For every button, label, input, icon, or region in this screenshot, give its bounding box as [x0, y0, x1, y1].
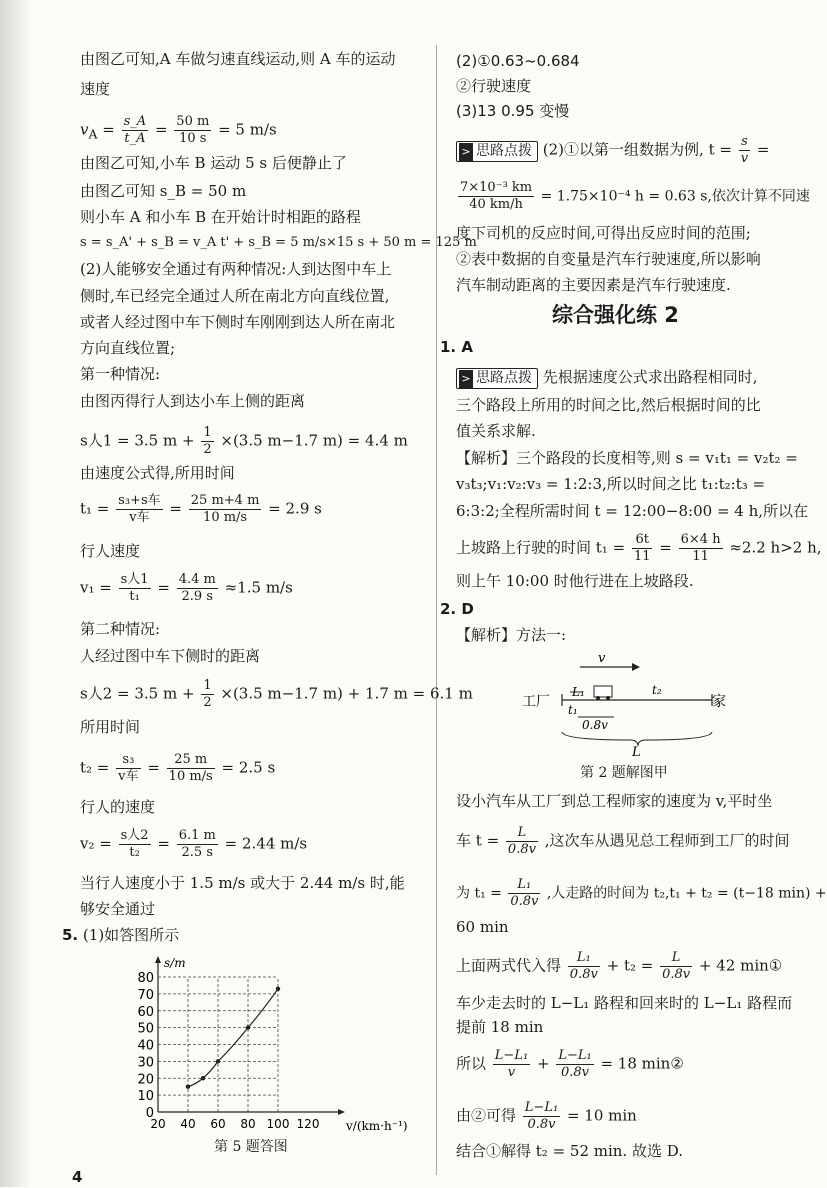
- text-line: 所用时间: [80, 718, 141, 736]
- figure-caption: 第 2 题解图甲: [580, 765, 668, 781]
- fraction: [119, 572, 151, 605]
- text-line: 60 min: [456, 918, 509, 936]
- formula-part: = 2.9 s: [268, 499, 322, 518]
- denominator: 0.8v: [560, 1065, 590, 1080]
- numerator: 25 m: [167, 752, 215, 769]
- fraction: [508, 877, 540, 910]
- text-line: 第一种情况:: [80, 365, 161, 383]
- wheel-icon: [606, 696, 610, 700]
- denominator: 10 m/s: [203, 510, 248, 525]
- numerator: s₃+s车: [118, 493, 161, 508]
- fraction: [493, 1048, 530, 1081]
- data-point: [216, 1059, 220, 1063]
- formula-line: [456, 1100, 637, 1133]
- fraction: [167, 752, 215, 785]
- formula-line: [80, 678, 473, 711]
- car-icon: [594, 686, 612, 697]
- formula-line: [456, 950, 782, 983]
- formula-part: +: [536, 1054, 550, 1073]
- formula-part: = 10 min: [566, 1106, 637, 1125]
- formula-part: = 1.75×10⁻⁴ h = 0.63 s,依次计算不同速: [540, 188, 810, 205]
- fraction: [116, 752, 140, 785]
- chart-figure-5: [110, 950, 408, 1133]
- fraction: [568, 950, 600, 983]
- text-line: v₃t₃;v₁:v₂:v₃ = 1:2:3,所以时间之比 t₁:t₂:t₃ =: [456, 475, 766, 493]
- brace-L: [562, 732, 712, 746]
- formula-line: [80, 752, 275, 785]
- formula-part: ,人走路的时间为 t₂,t₁ + t₂ = (t−18 min) +: [546, 885, 827, 902]
- text-line: 【解析】方法一:: [456, 626, 567, 644]
- text-line: 行人的速度: [80, 798, 156, 816]
- hint-tag-label: 思路点拨: [476, 142, 532, 159]
- denominator: v: [507, 1065, 516, 1080]
- y-tick-label: 40: [137, 1038, 154, 1054]
- text-line: (2)人能够安全通过有两种情况:人到达图中车上: [80, 260, 392, 278]
- fraction: [458, 180, 534, 213]
- formula-line: [456, 180, 810, 213]
- denominator: t₁: [129, 589, 140, 604]
- fraction: [523, 1100, 560, 1133]
- text-line: 第二种情况:: [80, 620, 161, 638]
- formula-line: [456, 825, 790, 858]
- numerator: 4.4 m: [178, 572, 216, 587]
- hint-tag: [456, 368, 538, 389]
- hint-line: [456, 366, 758, 389]
- formula-part: =: [157, 834, 170, 853]
- denominator: t_A: [124, 131, 146, 146]
- text-line: 设小汽车从工厂到总工程师家的速度为 v,平时坐: [456, 792, 773, 810]
- x-axis-label: v/(km·h⁻¹): [346, 1119, 408, 1133]
- denominator: v: [740, 151, 749, 166]
- formula-part: + t₂ =: [606, 956, 654, 975]
- text-line: 车少走去时的 L−L₁ 路程和回来时的 L−L₁ 路程而: [456, 994, 793, 1012]
- x-tick-label: 20: [150, 1117, 166, 1131]
- denominator: 11: [692, 549, 709, 564]
- formula-part: = 18 min②: [600, 1054, 684, 1073]
- numerator: 7×10⁻³ km: [460, 180, 533, 195]
- label-l1: L₁: [572, 685, 585, 699]
- text-line: 侧时,车已经完全通过人所在南北方向直线位置,: [80, 287, 390, 305]
- text-line: 方向直线位置;: [80, 339, 176, 357]
- label-t2: t₂: [652, 683, 662, 697]
- chevron-right-icon: >: [459, 143, 473, 161]
- fraction: [177, 572, 218, 605]
- formula-line: [456, 1048, 684, 1081]
- fraction: [189, 493, 262, 526]
- text-line: 结合①解得 t₂ = 52 min. 故选 D.: [456, 1142, 684, 1160]
- fraction: [201, 678, 213, 711]
- answer-line: (3)13 0.95 变慢: [456, 102, 570, 120]
- formula-part: =: [157, 578, 170, 597]
- denominator: 2.5 s: [181, 845, 214, 860]
- numerator: L₁: [568, 950, 600, 967]
- fraction: [116, 493, 162, 526]
- numerator: L: [506, 825, 538, 842]
- numerator: 50 m: [176, 114, 210, 129]
- fraction: [506, 825, 538, 858]
- numerator: 1: [203, 425, 212, 440]
- answer-line: ②行驶速度: [456, 77, 532, 95]
- x-tick-label: 120: [296, 1117, 320, 1131]
- wheel-icon: [596, 696, 600, 700]
- hint-tag-label: 思路点拨: [476, 370, 532, 386]
- text-line: 6:3:2;全程所需时间 t = 12:00−8:00 = 4 h,所以在: [456, 502, 809, 520]
- text-line: 【解析】三个路段的长度相等,则 s = v₁t₁ = v₂t₂ =: [456, 449, 798, 467]
- text-line: 由图丙得行人到达小车上侧的距离: [80, 392, 306, 410]
- label-home: 家: [712, 694, 726, 710]
- hint-tag: [456, 141, 538, 162]
- y-tick-label: 10: [137, 1089, 154, 1105]
- y-tick-label: 30: [137, 1055, 154, 1071]
- label-factory: 工厂: [522, 694, 550, 710]
- formula-part: t₁ =: [80, 499, 110, 518]
- formula-part: (2)①以第一组数据为例, t =: [542, 140, 732, 159]
- denominator: 0.8v: [510, 894, 539, 909]
- denominator: 0.8v: [662, 967, 691, 982]
- formula-part: + 42 min①: [698, 956, 783, 975]
- formula-line: [80, 572, 293, 605]
- denominator: 11: [633, 549, 651, 564]
- fraction: [739, 134, 750, 167]
- fraction: [122, 114, 149, 147]
- numerator: L₁: [508, 877, 540, 894]
- column-divider: [436, 45, 437, 1175]
- formula-part: ≈2.2 h>2 h,: [729, 538, 822, 557]
- formula-part: =: [169, 499, 182, 518]
- y-tick-label: 0: [145, 1106, 154, 1121]
- formula-part: 所以: [456, 1054, 487, 1073]
- text-line: 由图乙可知,A 车做匀速直线运动,则 A 车的运动: [80, 50, 396, 68]
- numerator: s_A: [123, 114, 147, 129]
- formula-part: 上面两式代入得: [456, 956, 562, 975]
- label-t1: t₁: [568, 703, 578, 717]
- formula-part: = 5 m/s: [218, 120, 277, 139]
- text-line: 则小车 A 和小车 B 在开始计时相距的路程: [80, 208, 361, 226]
- fraction: [679, 532, 723, 565]
- x-axis-arrow: [338, 1109, 345, 1115]
- denominator: 2: [203, 442, 212, 457]
- formula-part: = 2.44 m/s: [224, 834, 308, 853]
- data-point: [276, 987, 280, 991]
- answer-line: 1. A: [440, 338, 473, 356]
- data-point: [201, 1076, 205, 1080]
- formula-part: =: [659, 538, 672, 557]
- formula-part: ,这次车从遇见总工程师到工厂的时间: [544, 831, 790, 850]
- figure-caption: 第 5 题答图: [214, 1139, 288, 1155]
- x-tick-label: 40: [180, 1117, 196, 1131]
- numerator: 1: [203, 678, 212, 693]
- answer-line: 2. D: [440, 600, 474, 618]
- hint-line: [456, 134, 769, 167]
- y-axis-arrow: [155, 956, 161, 963]
- x-tick-label: 80: [240, 1117, 256, 1131]
- data-point: [186, 1084, 190, 1088]
- numerator: s人2: [120, 828, 149, 843]
- formula-part: t₂ =: [80, 758, 110, 777]
- fraction: [119, 828, 151, 861]
- numerator: 6.1 m: [178, 828, 216, 843]
- x-tick-label: 100: [266, 1117, 290, 1131]
- fraction: [556, 1048, 593, 1081]
- text-line: 值关系求解.: [456, 422, 536, 440]
- text-line: 三个路段上所用的时间之比,然后根据时间的比: [456, 396, 761, 414]
- text-line: 或者人经过图中车下侧时车刚刚到达人所在南北: [80, 313, 396, 331]
- y-tick-label: 80: [137, 971, 154, 986]
- fraction: [177, 828, 218, 861]
- denominator: t₂: [129, 845, 140, 860]
- numerator: 25 m+4 m: [190, 493, 260, 508]
- formula-part: 由②可得: [456, 1106, 517, 1125]
- denominator: 2: [203, 695, 212, 710]
- formula-line: [80, 828, 307, 861]
- formula-part: v₂ =: [80, 834, 112, 853]
- y-tick-label: 70: [137, 987, 154, 1003]
- chevron-right-icon: >: [459, 370, 473, 388]
- fraction: [174, 114, 211, 147]
- text-line: 由图乙可知 s_B = 50 m: [80, 182, 247, 200]
- numerator: L−L₁: [558, 1048, 592, 1063]
- x-tick-label: 60: [210, 1117, 226, 1131]
- formula-line: [80, 425, 408, 458]
- text-line: 人经过图中车下侧时的距离: [80, 647, 261, 665]
- label-0.8v: 0.8v: [582, 718, 608, 732]
- label-L: L: [632, 745, 641, 760]
- arrow-head: [632, 663, 640, 671]
- denominator: 40 km/h: [469, 197, 523, 212]
- series-line: [188, 989, 278, 1087]
- label-v: v: [598, 651, 606, 666]
- text-line: 提前 18 min: [456, 1018, 544, 1036]
- formula-part: A: [88, 126, 98, 142]
- denominator: v车: [129, 510, 150, 525]
- formula-part: =: [97, 120, 120, 139]
- denominator: 0.8v: [569, 967, 598, 982]
- formula-part: =: [147, 758, 160, 777]
- numerator: 6×4 h: [680, 532, 721, 547]
- question-5: [62, 924, 179, 946]
- formula-part: v: [80, 120, 89, 139]
- text-line: 则上午 10:00 时他行进在上坡路段.: [456, 572, 694, 590]
- denominator: 0.8v: [527, 1117, 556, 1132]
- text-line: 行人速度: [80, 542, 141, 560]
- denominator: 2.9 s: [181, 589, 214, 604]
- formula-line: [80, 493, 322, 526]
- fraction: [632, 532, 653, 565]
- page-edge-shadow: [0, 0, 32, 1187]
- formula-line: [456, 877, 827, 910]
- formula-line: $v_A$ = $\frac{s\_A}{t\_A}$ = $\frac{50 m}{10 s}$ = 5 m/s: [80, 114, 277, 146]
- denominator: 0.8v: [507, 842, 536, 857]
- page-number: 4: [72, 1168, 83, 1186]
- data-point: [246, 1025, 250, 1029]
- question-text: (1)如答图所示: [82, 926, 180, 944]
- formula-line: [456, 532, 822, 565]
- y-axis-label: s/m: [164, 956, 186, 970]
- numerator: s₃: [116, 752, 140, 769]
- y-tick-label: 20: [137, 1072, 154, 1088]
- formula-part: v₁ =: [80, 578, 112, 597]
- numerator: L: [660, 950, 692, 967]
- denominator: 10 m/s: [168, 769, 213, 784]
- formula-part: 车 t =: [456, 831, 500, 850]
- text-line: 够安全通过: [80, 900, 156, 918]
- fraction: [201, 425, 213, 458]
- text-line: 汽车制动距离的主要因素是汽车行驶速度.: [456, 276, 731, 294]
- numerator: s人1: [120, 572, 149, 587]
- text-line: s = s_A' + s_B = v_A t' + s_B = 5 m/s×15 s + 50 m = 125 m: [80, 235, 477, 250]
- text-line: 由速度公式得,所用时间: [80, 464, 235, 482]
- numerator: L−L₁: [524, 1100, 559, 1115]
- y-tick-label: 60: [137, 1004, 154, 1020]
- text-line: 由图乙可知,小车 B 运动 5 s 后便静止了: [80, 154, 347, 172]
- text-line: ②表中数据的自变量是汽车行驶速度,所以影响: [456, 250, 761, 268]
- formula-part: ×(3.5 m−1.7 m) + 1.7 m = 6.1 m: [220, 684, 473, 703]
- formula-part: 为 t₁ =: [456, 885, 502, 902]
- formula-part: s人1 = 3.5 m +: [80, 431, 195, 450]
- y-tick-label: 50: [137, 1021, 154, 1037]
- numerator: L−L₁: [494, 1048, 529, 1063]
- formula-part: s人2 = 3.5 m +: [80, 684, 195, 703]
- numerator: s: [739, 134, 750, 151]
- question-number: 5.: [62, 926, 79, 944]
- section-heading: 综合强化练 2: [552, 303, 679, 327]
- text-part: 先根据速度公式求出路程相同时,: [542, 368, 758, 386]
- formula-part: =: [756, 140, 770, 159]
- denominator: v车: [118, 769, 139, 784]
- fraction: [660, 950, 692, 983]
- formula-part: = 2.5 s: [221, 758, 276, 777]
- text-line: 度下司机的反应时间,可得出反应时间的范围;: [456, 224, 751, 242]
- denominator: 10 s: [179, 131, 207, 146]
- answer-line: (2)①0.63~0.684: [456, 52, 580, 70]
- numerator: 6t: [632, 532, 653, 549]
- text-line: 当行人速度小于 1.5 m/s 或大于 2.44 m/s 时,能: [80, 874, 405, 892]
- formula-part: ×(3.5 m−1.7 m) = 4.4 m: [220, 431, 408, 450]
- formula-part: 上坡路上行驶的时间 t₁ =: [456, 538, 626, 557]
- formula-part: ≈1.5 m/s: [224, 578, 293, 597]
- diagram-figure-2: [520, 650, 730, 758]
- text-line: 速度: [80, 80, 111, 98]
